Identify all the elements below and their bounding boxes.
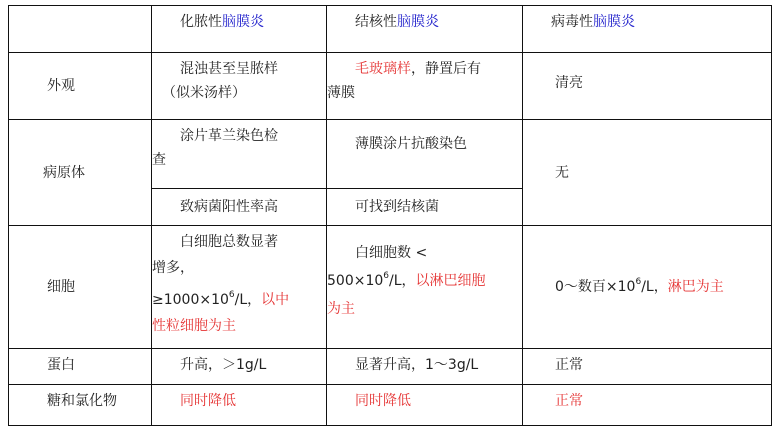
- header-purulent-suffix: 脑膜炎: [222, 14, 264, 30]
- row-appearance: [9, 53, 772, 120]
- header-empty-cell: [9, 6, 152, 53]
- cells-purulent-red1: 以中: [261, 292, 290, 308]
- cells-viral-red: 淋巴为主: [667, 279, 724, 295]
- cell-glucose-viral: 正常: [523, 385, 772, 426]
- cells-tb-red1: 以淋巴细胞: [415, 273, 486, 289]
- cells-purulent-line2: 增多，: [152, 260, 194, 276]
- cell-pathogen-purulent-b: 致病菌阳性率高: [152, 189, 327, 226]
- cell-appearance-tb: [327, 53, 523, 120]
- label-glucose: 糖和氯化物: [9, 385, 152, 426]
- appearance-tb-line2: 薄膜: [327, 85, 355, 101]
- header-tb: [327, 6, 523, 53]
- cell-cells-viral: [523, 226, 772, 349]
- cell-cells-tb: [327, 226, 523, 349]
- header-viral: [523, 6, 772, 53]
- meningitis-comparison-table: [8, 5, 772, 426]
- cell-protein-tb: 显著升高，1～3g/L: [327, 349, 523, 385]
- appearance-tb-red: 毛玻璃样: [355, 61, 411, 77]
- cell-glucose-tb: 同时降低: [327, 385, 523, 426]
- label-protein: 蛋白: [9, 349, 152, 385]
- cells-purulent-num: ≥1000×10: [152, 292, 229, 308]
- cell-protein-viral: 正常: [523, 349, 772, 385]
- pathogen-purulent-a-line1: 涂片革兰染色检: [180, 128, 278, 144]
- cell-protein-purulent: 升高，＞1g/L: [152, 349, 327, 385]
- cell-pathogen-tb-a: 薄膜涂片抗酸染色: [327, 120, 523, 189]
- row-glucose: [9, 385, 772, 426]
- appearance-tb-rest: ，静置后有: [411, 61, 481, 77]
- header-viral-suffix: 脑膜炎: [593, 14, 635, 30]
- row-pathogen-a: [9, 120, 772, 189]
- cell-pathogen-tb-b: 可找到结核菌: [327, 189, 523, 226]
- appearance-purulent-line1: 混浊甚至呈脓样: [180, 61, 278, 77]
- cell-appearance-viral: 清亮: [523, 53, 772, 120]
- cells-viral-num: 0～数百×10: [555, 279, 636, 295]
- cells-purulent-exp: 6: [228, 290, 235, 301]
- cells-tb-exp: 6: [383, 271, 390, 282]
- header-row: [9, 6, 772, 53]
- header-tb-prefix: 结核性: [355, 14, 397, 30]
- header-purulent: [152, 6, 327, 53]
- row-cells: [9, 226, 772, 349]
- cells-purulent-line1: 白细胞总数显著: [180, 234, 278, 250]
- cell-glucose-purulent: 同时降低: [152, 385, 327, 426]
- cell-appearance-purulent: [152, 53, 327, 120]
- appearance-purulent-line2: （似米汤样）: [162, 85, 246, 101]
- cell-pathogen-purulent-a: [152, 120, 327, 189]
- cells-purulent-red2: 性粒细胞为主: [152, 318, 236, 334]
- header-purulent-prefix: 化脓性: [180, 14, 222, 30]
- row-protein: [9, 349, 772, 385]
- cells-viral-unit: /L，: [641, 279, 668, 295]
- cells-tb-unit: /L，: [389, 273, 416, 289]
- header-tb-suffix: 脑膜炎: [397, 14, 439, 30]
- cells-purulent-unit: /L，: [234, 292, 262, 308]
- header-viral-prefix: 病毒性: [551, 14, 593, 30]
- label-appearance: 外观: [9, 53, 152, 120]
- cells-tb-num: 500×10: [327, 273, 384, 289]
- cells-tb-line1: 白细胞数 <: [355, 245, 428, 261]
- label-cells: 细胞: [9, 226, 152, 349]
- pathogen-purulent-a-line2: 查: [152, 152, 166, 168]
- label-pathogen: 病原体: [9, 120, 152, 226]
- cells-tb-red2: 为主: [327, 301, 355, 317]
- cell-pathogen-viral: 无: [523, 120, 772, 226]
- cells-viral-exp: 6: [635, 277, 642, 288]
- cell-cells-purulent: [152, 226, 327, 349]
